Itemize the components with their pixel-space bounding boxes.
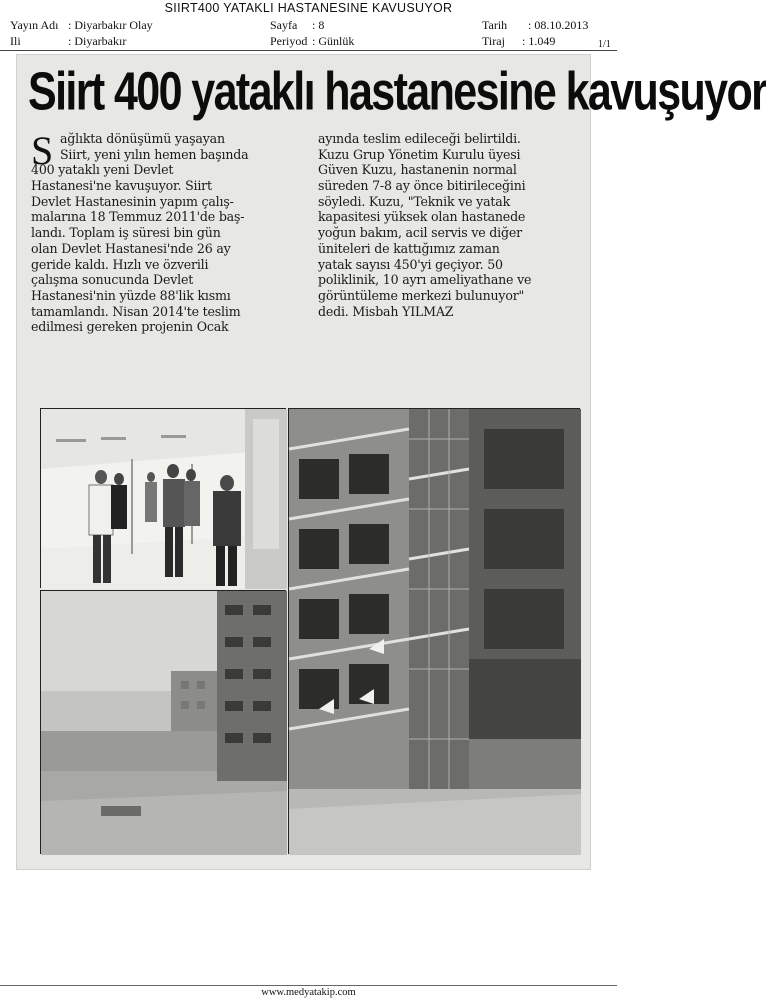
article-line: süreden 7-8 ay önce bitirileceğini [318,178,526,194]
article-line: Devlet Hastanesinin yapım çalış- [31,193,234,209]
article-line: ağlıkta dönüşümü yaşayan [60,131,225,146]
page-label: Sayfa [270,18,298,32]
city-value: : Diyarbakır [68,34,127,48]
page-value: : 8 [312,18,325,32]
period-label: Periyod [270,34,308,48]
article-line: yoğun bakım, acil servis ve diğer [318,225,522,241]
article-line: 400 yataklı yeni Devlet [31,162,174,178]
building-side-image [41,591,287,855]
article-line: poliklinik, 10 ayrı ameliyathane ve [318,272,532,288]
page-count: 1/1 [598,39,611,50]
city-label: Ili [10,34,21,48]
hospital-construction-image [289,409,581,855]
period-value: : Günlük [312,34,355,48]
article-line: kapasitesi yüksek olan hastanede [318,209,526,225]
article-column-left [31,131,249,335]
date-row [482,18,588,33]
drop-cap: S [31,128,54,173]
article-line: Güven Kuzu, hastanenin normal [318,162,517,178]
article-line: tamamlandı. Nisan 2014'te teslim [31,303,241,319]
article-line: geride kaldı. Hızlı ve özverili [31,256,209,272]
article-line: üniteleri de kattığımız zaman [318,240,500,256]
photo-interior-visit [40,408,286,588]
article-line: Kuzu Grup Yönetim Kurulu üyesi [318,146,521,162]
page-row [270,18,324,33]
publication-row [10,18,153,33]
clipping-title: SIIRT400 YATAKLI HASTANESINE KAVUSUYOR [164,1,453,15]
header-divider [0,50,617,51]
period-row [270,34,354,49]
article-line: görüntüleme merkezi bulunuyor" [318,287,525,303]
footer-website: www.medyatakip.com [261,987,356,998]
publication-label: Yayın Adı [10,18,59,32]
article-line: edilmesi gereken projenin Ocak [31,319,229,335]
city-row [10,34,126,49]
article-line: olan Devlet Hastanesi'nde 26 ay [31,240,231,256]
circulation-label: Tiraj [482,34,505,48]
article-line: çalışma sonucunda Devlet [31,272,194,288]
article-line: landı. Toplam iş süresi bin gün [31,225,221,241]
date-value: : 08.10.2013 [528,18,589,32]
article-headline: Siirt 400 yataklı hastanesine kavuşuyor [28,62,766,122]
article-column-right [318,131,531,319]
photo-building-side [40,590,286,854]
article-line: Hastanesi'ne kavuşuyor. Siirt [31,178,212,194]
photo-hospital-construction [288,408,580,854]
article-line: malarına 18 Temmuz 2011'de baş- [31,209,245,225]
article-line: söyledi. Kuzu, "Teknik ve yatak [318,193,510,209]
circulation-row [482,34,555,49]
article-line: ayında teslim edileceği belirtildi. [318,131,521,146]
publication-value: : Diyarbakır Olay [68,18,153,32]
article-line: dedi. Misbah YILMAZ [318,303,454,319]
article-line: Siirt, yeni yılın hemen başında [60,146,249,162]
article-line: Hastanesi'nin yüzde 88'lik kısmı [31,287,231,303]
interior-visit-image [41,409,287,589]
circulation-value: : 1.049 [522,34,556,48]
article-line: yatak sayısı 450'yi geçiyor. 50 [318,256,503,272]
date-label: Tarih [482,18,508,32]
